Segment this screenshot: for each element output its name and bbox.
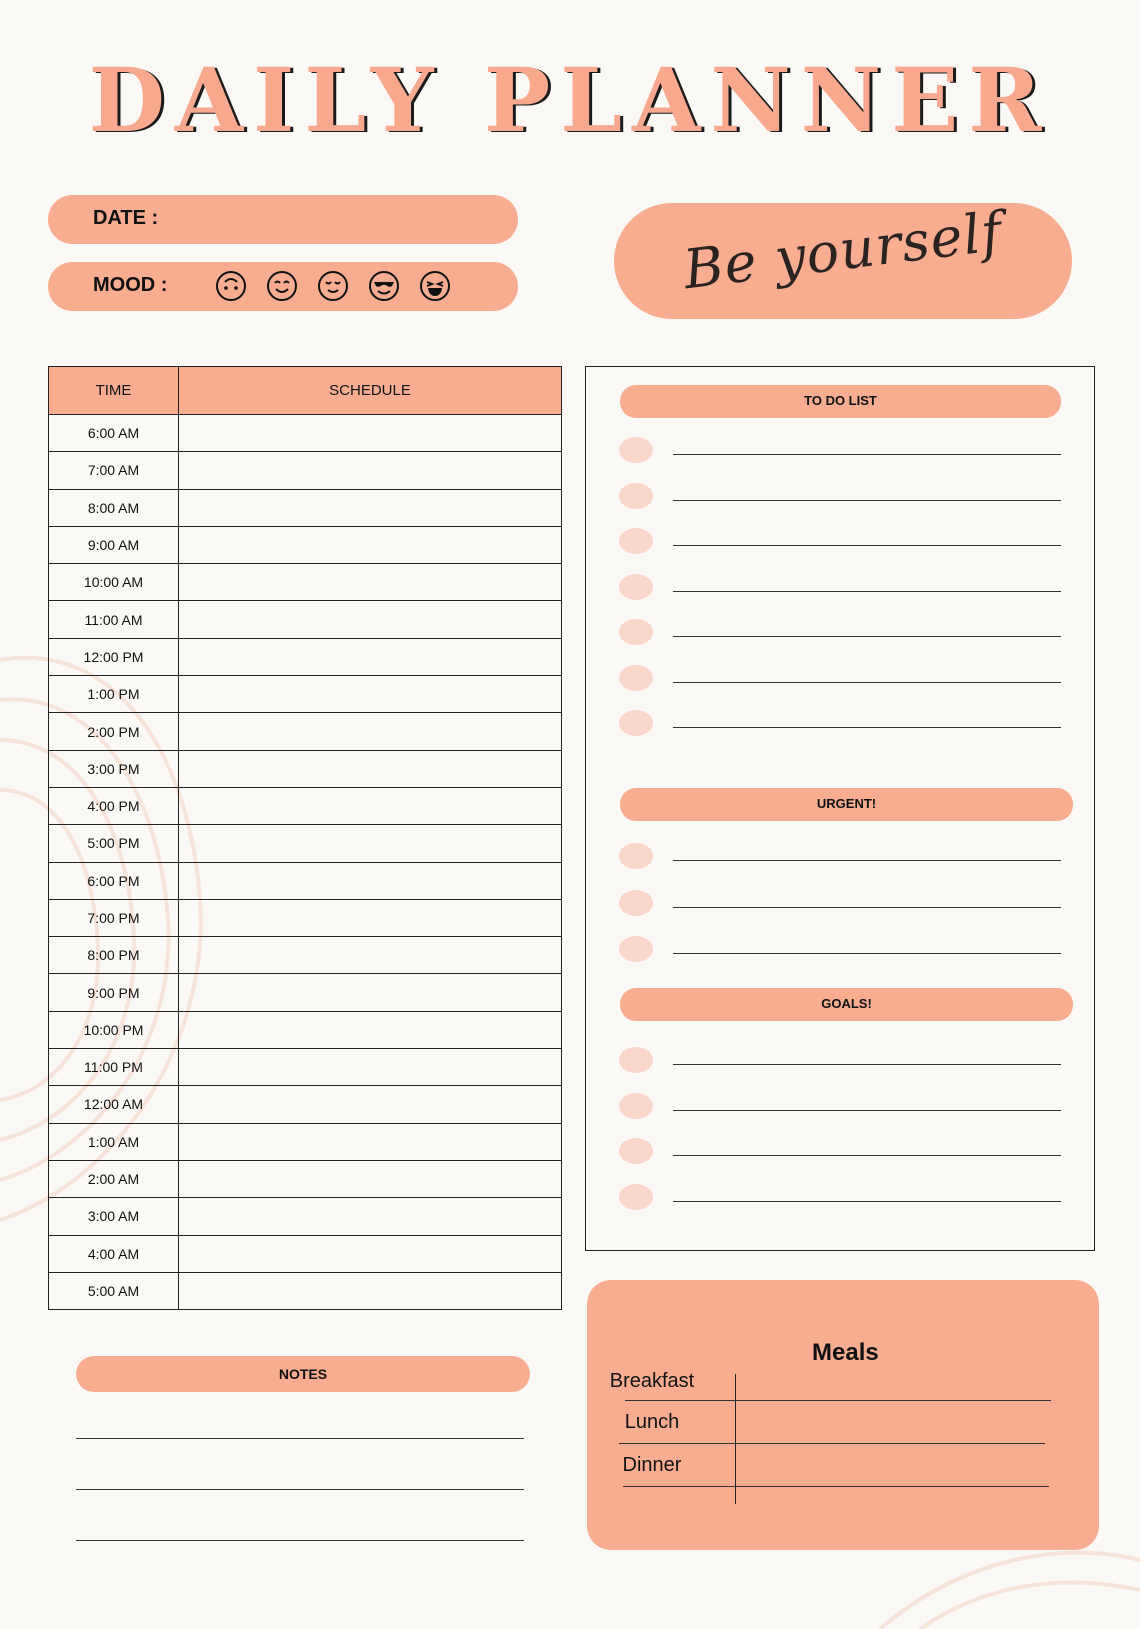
todo-entry-line[interactable]: [673, 682, 1061, 683]
urgent-entry-line[interactable]: [673, 907, 1061, 908]
goal-checkbox[interactable]: [619, 1138, 653, 1164]
schedule-row: [49, 1011, 562, 1048]
time-cell: 9:00 AM: [49, 526, 179, 563]
schedule-cell[interactable]: [179, 787, 562, 824]
time-cell: 4:00 AM: [49, 1235, 179, 1272]
schedule-row: [49, 564, 562, 601]
urgent-label: URGENT!: [816, 796, 877, 811]
todo-entry-line[interactable]: [673, 545, 1061, 546]
time-cell: 4:00 PM: [49, 787, 179, 824]
schedule-cell[interactable]: [179, 862, 562, 899]
goal-checkbox[interactable]: [619, 1093, 653, 1119]
schedule-cell[interactable]: [179, 489, 562, 526]
notes-line[interactable]: [76, 1438, 524, 1439]
notes-label: NOTES: [278, 1366, 328, 1382]
meal-field-breakfast[interactable]: [625, 1400, 1051, 1401]
schedule-row: [49, 937, 562, 974]
todo-checkbox[interactable]: [619, 437, 653, 463]
date-label: DATE :: [93, 207, 159, 229]
schedule-cell[interactable]: [179, 1235, 562, 1272]
time-cell: 7:00 AM: [49, 452, 179, 489]
time-cell: 7:00 PM: [49, 899, 179, 936]
urgent-entry-line[interactable]: [673, 953, 1061, 954]
schedule-cell[interactable]: [179, 974, 562, 1011]
notes-header: [76, 1356, 530, 1392]
schedule-row: [49, 825, 562, 862]
laughing-face-icon[interactable]: [419, 270, 451, 302]
time-cell: 8:00 AM: [49, 489, 179, 526]
todo-checkbox[interactable]: [619, 619, 653, 645]
schedule-row: [49, 1235, 562, 1272]
time-cell: 9:00 PM: [49, 974, 179, 1011]
schedule-cell[interactable]: [179, 937, 562, 974]
schedule-cell[interactable]: [179, 638, 562, 675]
todo-entry-line[interactable]: [673, 454, 1061, 455]
schedule-row: [49, 1049, 562, 1086]
time-cell: 5:00 PM: [49, 825, 179, 862]
schedule-cell[interactable]: [179, 1123, 562, 1160]
todo-checkbox[interactable]: [619, 483, 653, 509]
schedule-row: [49, 676, 562, 713]
schedule-cell[interactable]: [179, 750, 562, 787]
schedule-cell[interactable]: [179, 452, 562, 489]
relieved-face-icon[interactable]: [317, 270, 349, 302]
schedule-cell[interactable]: [179, 564, 562, 601]
time-cell: 1:00 AM: [49, 1123, 179, 1160]
urgent-checkbox[interactable]: [619, 890, 653, 916]
todo-entry-line[interactable]: [673, 636, 1061, 637]
schedule-row: [49, 713, 562, 750]
goals-header: [620, 988, 1073, 1021]
meals-title: Meals: [812, 1339, 879, 1366]
schedule-cell[interactable]: [179, 1049, 562, 1086]
time-cell: 2:00 PM: [49, 713, 179, 750]
goals-label: GOALS!: [821, 996, 872, 1011]
time-cell: 10:00 PM: [49, 1011, 179, 1048]
time-cell: 12:00 PM: [49, 638, 179, 675]
time-cell: 11:00 PM: [49, 1049, 179, 1086]
meal-label-dinner: Dinner: [622, 1454, 682, 1476]
time-column-header: TIME: [49, 367, 179, 415]
goal-checkbox[interactable]: [619, 1047, 653, 1073]
schedule-row: [49, 750, 562, 787]
meal-label-breakfast: Breakfast: [609, 1370, 695, 1392]
time-cell: 10:00 AM: [49, 564, 179, 601]
smile-upside-icon[interactable]: [215, 270, 247, 302]
smile-icon[interactable]: [266, 270, 298, 302]
schedule-cell[interactable]: [179, 415, 562, 452]
time-cell: 1:00 PM: [49, 676, 179, 713]
schedule-row: [49, 601, 562, 638]
time-cell: 3:00 PM: [49, 750, 179, 787]
urgent-entry-line[interactable]: [673, 860, 1061, 861]
goal-entry-line[interactable]: [673, 1155, 1061, 1156]
date-field[interactable]: [48, 195, 518, 244]
schedule-row: [49, 1160, 562, 1197]
time-cell: 5:00 AM: [49, 1272, 179, 1309]
time-cell: 2:00 AM: [49, 1160, 179, 1197]
schedule-cell[interactable]: [179, 601, 562, 638]
schedule-cell[interactable]: [179, 1086, 562, 1123]
mood-selector[interactable]: [48, 262, 518, 311]
schedule-cell[interactable]: [179, 1011, 562, 1048]
time-cell: 8:00 PM: [49, 937, 179, 974]
time-cell: 11:00 AM: [49, 601, 179, 638]
notes-line[interactable]: [76, 1540, 524, 1541]
time-cell: 6:00 AM: [49, 415, 179, 452]
sunglasses-face-icon[interactable]: [368, 270, 400, 302]
time-cell: 3:00 AM: [49, 1198, 179, 1235]
goal-entry-line[interactable]: [673, 1110, 1061, 1111]
meals-divider-vertical: [735, 1374, 736, 1504]
urgent-checkbox[interactable]: [619, 936, 653, 962]
schedule-column-header: SCHEDULE: [179, 367, 562, 415]
schedule-row: [49, 638, 562, 675]
todo-entry-line[interactable]: [673, 591, 1061, 592]
schedule-cell[interactable]: [179, 825, 562, 862]
schedule-table: [48, 366, 562, 1310]
schedule-row: [49, 489, 562, 526]
schedule-cell[interactable]: [179, 899, 562, 936]
quote-text: Be yourself: [680, 199, 1006, 302]
schedule-cell[interactable]: [179, 1198, 562, 1235]
schedule-cell[interactable]: [179, 1160, 562, 1197]
schedule-cell[interactable]: [179, 676, 562, 713]
schedule-cell[interactable]: [179, 713, 562, 750]
todo-label: TO DO LIST: [804, 393, 877, 408]
schedule-row: [49, 1123, 562, 1160]
schedule-row: [49, 862, 562, 899]
todo-checkbox[interactable]: [619, 710, 653, 736]
notes-line[interactable]: [76, 1489, 524, 1490]
urgent-checkbox[interactable]: [619, 843, 653, 869]
meal-field-dinner[interactable]: [623, 1486, 1049, 1487]
goal-checkbox[interactable]: [619, 1184, 653, 1210]
schedule-row: [49, 1272, 562, 1309]
todo-checkbox[interactable]: [619, 574, 653, 600]
schedule-cell[interactable]: [179, 526, 562, 563]
meal-field-lunch[interactable]: [619, 1443, 1045, 1444]
todo-entry-line[interactable]: [673, 500, 1061, 501]
meal-label-lunch: Lunch: [624, 1411, 680, 1433]
schedule-row: [49, 1086, 562, 1123]
time-cell: 12:00 AM: [49, 1086, 179, 1123]
time-cell: 6:00 PM: [49, 862, 179, 899]
schedule-row: [49, 415, 562, 452]
mood-label: MOOD :: [93, 274, 168, 296]
todo-checkbox[interactable]: [619, 665, 653, 691]
schedule-row: [49, 787, 562, 824]
schedule-cell[interactable]: [179, 1272, 562, 1309]
quote-banner: [614, 199, 1072, 319]
todo-entry-line[interactable]: [673, 727, 1061, 728]
todo-checkbox[interactable]: [619, 528, 653, 554]
schedule-row: [49, 526, 562, 563]
urgent-header: [620, 788, 1073, 821]
schedule-row: [49, 1198, 562, 1235]
schedule-row: [49, 899, 562, 936]
goal-entry-line[interactable]: [673, 1064, 1061, 1065]
schedule-row: [49, 452, 562, 489]
goal-entry-line[interactable]: [673, 1201, 1061, 1202]
todo-header: [620, 385, 1061, 418]
page-title: DAILY PLANNER: [88, 48, 1052, 152]
meals-card: [587, 1280, 1099, 1550]
schedule-row: [49, 974, 562, 1011]
